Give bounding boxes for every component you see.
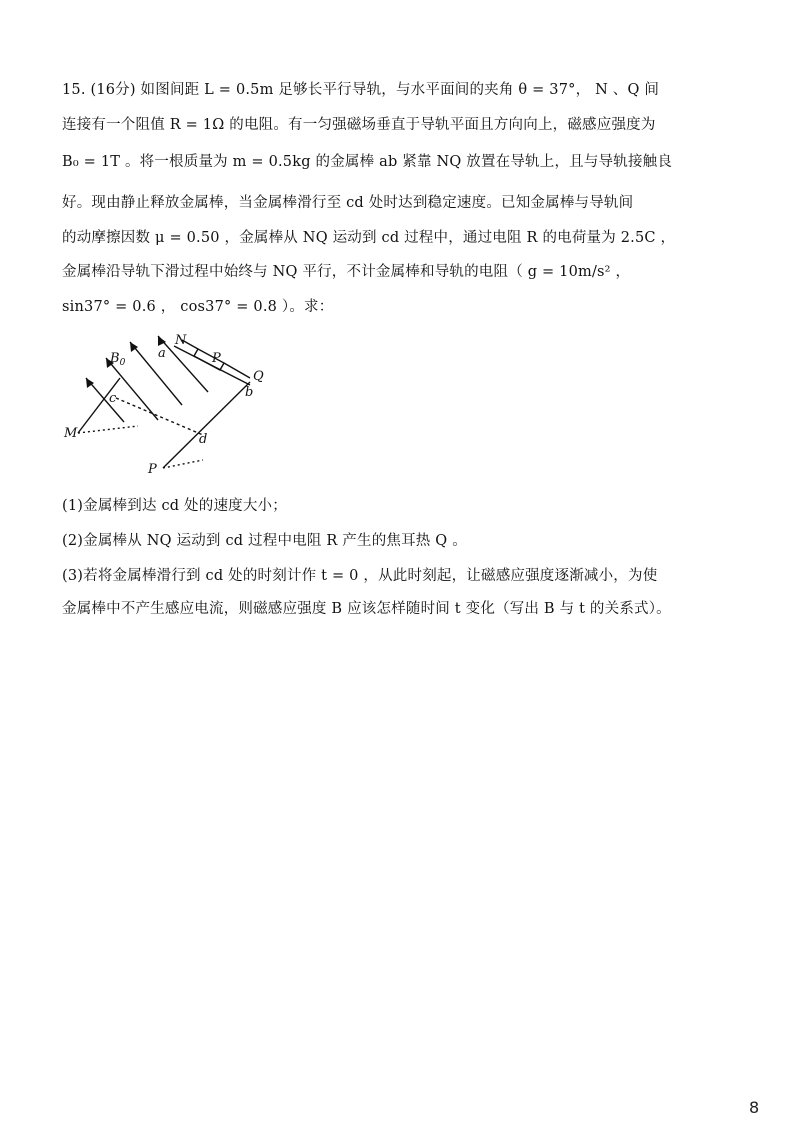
problem-line-5: 的动摩擦因数 μ = 0.50 ，金属棒从 NQ 运动到 cd 过程中，通过电阻 R 的电荷量为 2.5C ， — [62, 230, 676, 246]
problem-line-3: B₀ = 1T 。将一根质量为 m = 0.5kg 的金属棒 ab 紧靠 NQ 放置在导轨上，且与导轨接触良 — [62, 154, 673, 170]
dashed-M — [78, 426, 138, 433]
label-b: b — [245, 385, 254, 400]
rail-diagram — [58, 330, 298, 480]
label-N: N — [175, 333, 187, 348]
question-3-line-2: 金属棒中不产生感应电流，则磁感应强度 B 应该怎样随时间 t 变化（写出 B 与 t 的关系式）。 — [62, 601, 671, 617]
question-3-line-1: (3)若将金属棒滑行到 cd 处的时刻计作 t = 0 ，从此时刻起，让磁感应强度逐渐减小，为使 — [62, 568, 658, 584]
label-M: M — [64, 426, 78, 441]
label-c: c — [109, 391, 117, 406]
label-Q: Q — [253, 369, 264, 384]
problem-line-4: 好。现由静止释放金属棒，当金属棒滑行至 cd 处时达到稳定速度。已知金属棒与导轨间 — [62, 195, 634, 211]
wire-NQ-right — [224, 363, 250, 378]
label-P: P — [148, 462, 157, 477]
problem-line-7: sin37° = 0.6 ， cos37° = 0.8 ）。求： — [62, 299, 334, 315]
bar-cd — [116, 398, 203, 435]
label-B0: $B_0$ — [110, 351, 126, 368]
label-resistor-P: P — [212, 351, 221, 366]
question-2: (2)金属棒从 NQ 运动到 cd 过程中电阻 R 产生的焦耳热 Q 。 — [62, 533, 467, 549]
label-a: a — [158, 346, 166, 361]
question-1: (1)金属棒到达 cd 处的速度大小； — [62, 498, 287, 514]
problem-line-1: 15. (16分) 如图间距 L = 0.5m 足够长平行导轨，与水平面间的夹角 θ = 37°， N 、Q 间 — [62, 82, 660, 98]
problem-line-2: 连接有一个阻值 R = 1Ω 的电阻。有一匀强磁场垂直于导轨平面且方向向上，磁感应强度为 — [62, 117, 656, 133]
problem-line-6: 金属棒沿导轨下滑过程中始终与 NQ 平行，不计金属棒和导轨的电阻（ g = 10m/s² ， — [62, 264, 631, 280]
rail-QP — [163, 382, 250, 468]
page-number: 8 — [749, 1098, 760, 1117]
label-d: d — [199, 432, 208, 447]
